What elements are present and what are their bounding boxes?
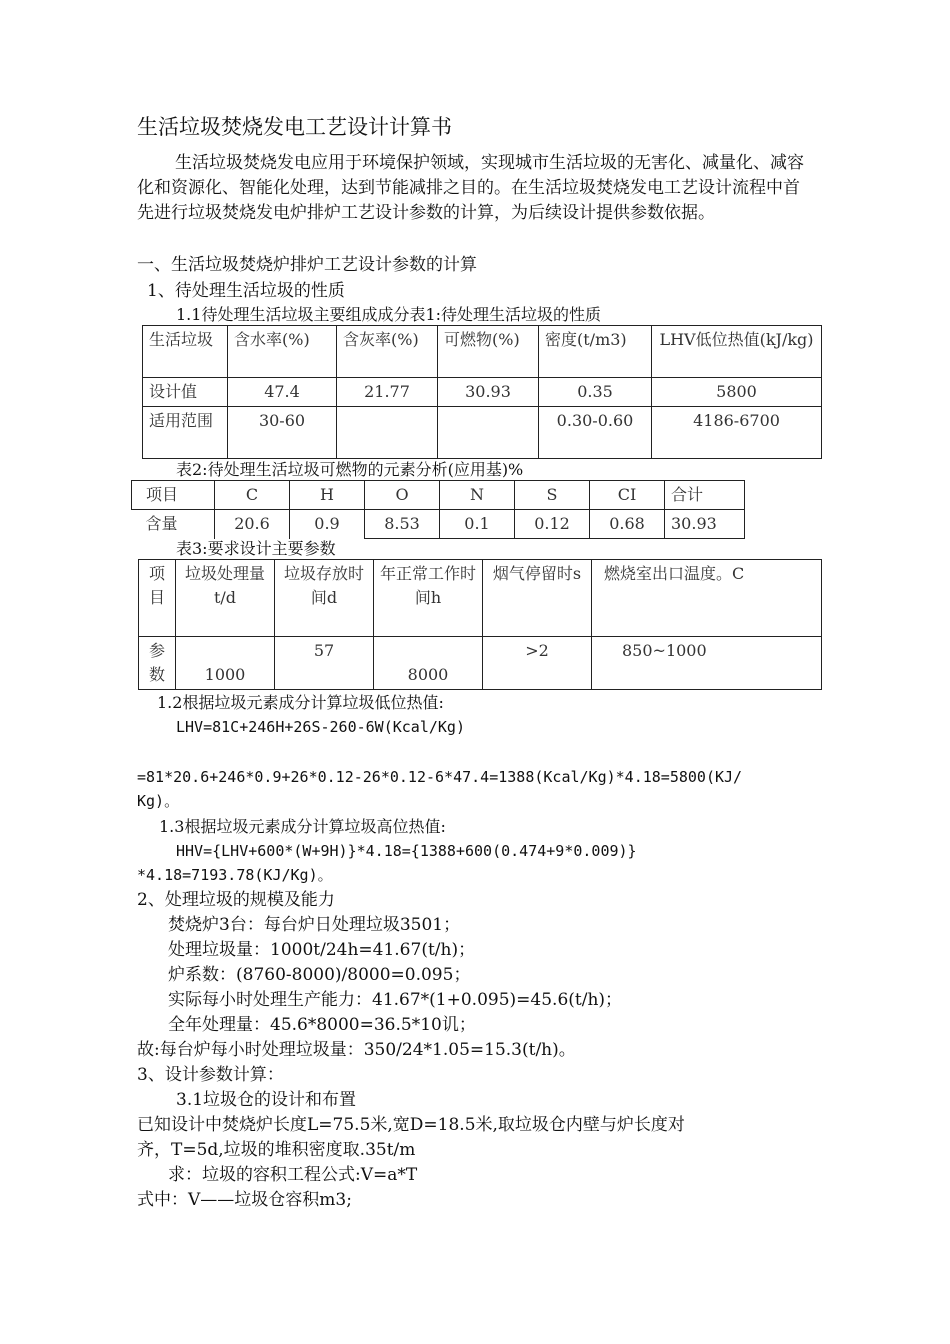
section-3-paragraph-line: 齐，T=5d,垃圾的堆积密度取.35t/m <box>137 1140 416 1160</box>
table-cell <box>337 407 438 459</box>
table-2-caption: 表2:待处理生活垃圾可燃物的元素分析(应用基)% <box>176 460 524 479</box>
table-cell: 30-60 <box>228 407 337 459</box>
table-cell: O <box>365 481 440 510</box>
table-cell: 0.68 <box>590 510 665 539</box>
table-cell: 0.9 <box>290 510 365 539</box>
table-cell: 密度(t/m3) <box>539 326 652 378</box>
table-cell: 8000 <box>374 637 483 690</box>
section-1-1-heading: 1、待处理生活垃圾的性质 <box>147 281 345 301</box>
hhv-calculation: *4.18=7193.78(KJ/Kg)。 <box>137 866 333 884</box>
table-cell: 850~1000 <box>592 637 822 690</box>
lhv-calculation-line-1: =81*20.6+246*0.9+26*0.12-26*0.12-6*47.4=1388(Kcal/Kg)*4.18=5800(KJ/ <box>137 768 743 786</box>
section-1-2-heading: 1.2根据垃圾元素成分计算垃圾低位热值: <box>157 693 444 712</box>
hhv-formula: HHV={LHV+600*(W+9H)}*4.18={1388+600(0.474+9*0.009)} <box>176 842 637 860</box>
section-2-line: 处理垃圾量：1000t/24h=41.67(t/h)； <box>168 940 476 960</box>
table-cell: 30.93 <box>665 510 745 539</box>
table-cell: 烟气停留时s <box>483 560 592 637</box>
table-3-caption: 表3:要求设计主要参数 <box>176 539 336 558</box>
table-design-parameters <box>138 559 822 690</box>
section-3-paragraph-line: 已知设计中焚烧炉长度L=75.5米,宽D=18.5米,取垃圾仓内壁与炉长度对 <box>137 1115 685 1135</box>
table-cell: 4186-6700 <box>652 407 822 459</box>
table-cell: 含水率(%) <box>228 326 337 378</box>
table-row <box>132 481 745 510</box>
table-cell: 57 <box>275 637 374 690</box>
table-cell: 47.4 <box>228 378 337 407</box>
table-cell: 燃烧室出口温度。C <box>592 560 822 637</box>
table-row <box>132 510 745 539</box>
table-cell: S <box>515 481 590 510</box>
table-cell: 5800 <box>652 378 822 407</box>
table-cell: CI <box>590 481 665 510</box>
table-cell: 生活垃圾 <box>143 326 228 378</box>
table-cell: 1000 <box>176 637 275 690</box>
lhv-formula: LHV=81C+246H+26S-260-6W(Kcal/Kg) <box>176 718 465 736</box>
document-title: 生活垃圾焚烧发电工艺设计计算书 <box>137 115 452 139</box>
section-3-paragraph-line: 式中：V——垃圾仓容积m3; <box>137 1190 352 1210</box>
table-cell: 合计 <box>665 481 745 510</box>
table-row <box>143 407 822 459</box>
table-cell: 设计值 <box>143 378 228 407</box>
table-cell: 0.1 <box>440 510 515 539</box>
table-cell: >2 <box>483 637 592 690</box>
section-1-heading: 一、生活垃圾焚烧炉排炉工艺设计参数的计算 <box>137 255 477 275</box>
section-2-heading: 2、处理垃圾的规模及能力 <box>137 890 335 910</box>
table-row <box>143 378 822 407</box>
section-1-3-heading: 1.3根据垃圾元素成分计算垃圾高位热值: <box>159 817 446 836</box>
table-cell: 30.93 <box>438 378 539 407</box>
table-cell: 参数 <box>139 637 176 690</box>
table-cell: 年正常工作时间h <box>374 560 483 637</box>
section-2-line: 炉系数：(8760-8000)/8000=0.095； <box>168 965 471 985</box>
section-2-line: 实际每小时处理生产能力：41.67*(1+0.095)=45.6(t/h)； <box>168 990 623 1010</box>
table-element-analysis <box>131 480 745 539</box>
section-2-line: 全年处理量：45.6*8000=36.5*10讥； <box>168 1015 476 1035</box>
table-row <box>139 560 822 637</box>
table-cell: C <box>215 481 290 510</box>
table-waste-properties <box>142 325 822 459</box>
section-3-heading: 3、设计参数计算： <box>137 1065 284 1085</box>
table-cell: N <box>440 481 515 510</box>
table-cell: 项目 <box>132 481 215 510</box>
table-cell: 0.12 <box>515 510 590 539</box>
table-cell: 适用范围 <box>143 407 228 459</box>
section-2-line: 焚烧炉3台：每台炉日处理垃圾3501； <box>168 915 461 935</box>
intro-paragraph: 生活垃圾焚烧发电应用于环境保护领域，实现城市生活垃圾的无害化、减量化、减容化和资源化、智能化处理，达到节能减排之目的。在生活垃圾焚烧发电工艺设计流程中首先进行垃圾焚烧发电炉排炉工艺设计参数的计算，为后续设计提供参数依据。 <box>137 153 804 223</box>
section-3-paragraph-line: 求：垃圾的容积工程公式:V=a*T <box>168 1165 418 1185</box>
section-1-1-1-heading: 1.1待处理生活垃圾主要组成成分表1:待处理生活垃圾的性质 <box>176 305 602 324</box>
table-cell: 8.53 <box>365 510 440 539</box>
lhv-calculation-line-2: Kg)。 <box>137 792 180 810</box>
table-cell: 0.35 <box>539 378 652 407</box>
table-cell: 0.30-0.60 <box>539 407 652 459</box>
table-cell: 垃圾处理量t/d <box>176 560 275 637</box>
table-row <box>139 637 822 690</box>
table-cell: LHV低位热值(kJ/kg) <box>652 326 822 378</box>
table-cell: H <box>290 481 365 510</box>
section-2-line: 故:每台炉每小时处理垃圾量：350/24*1.05=15.3(t/h)。 <box>137 1040 576 1060</box>
table-cell <box>438 407 539 459</box>
table-cell: 20.6 <box>215 510 290 539</box>
section-3-1-heading: 3.1垃圾仓的设计和布置 <box>176 1090 357 1110</box>
table-cell: 含量 <box>132 510 215 539</box>
table-cell: 21.77 <box>337 378 438 407</box>
table-cell: 垃圾存放时间d <box>275 560 374 637</box>
table-row <box>143 326 822 378</box>
table-cell: 项目 <box>139 560 176 637</box>
table-cell: 含灰率(%) <box>337 326 438 378</box>
table-cell: 可燃物(%) <box>438 326 539 378</box>
